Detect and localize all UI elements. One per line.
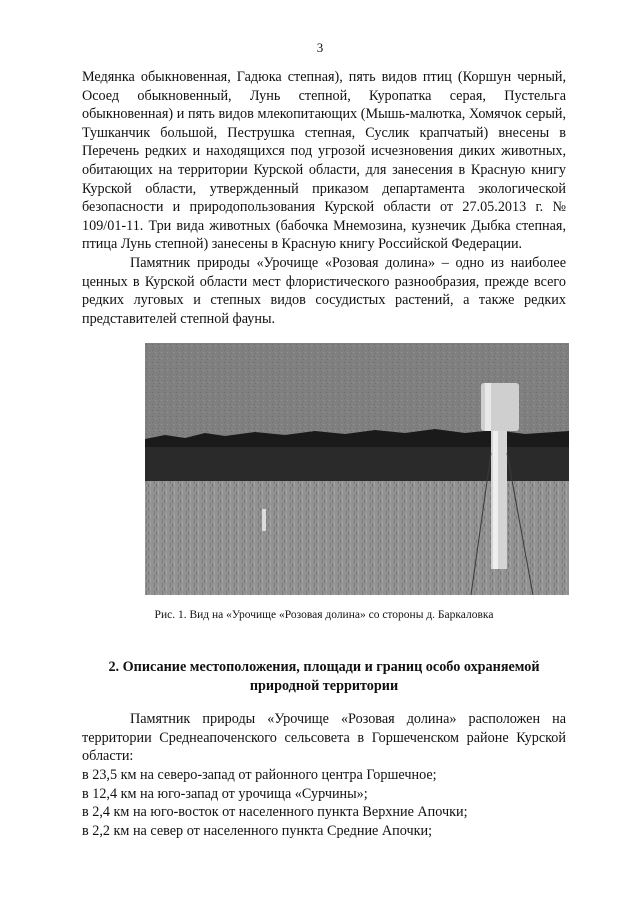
list-item: в 23,5 км на северо-запад от районного центра Горшечное; (82, 767, 437, 783)
paragraph-location-intro: Памятник природы «Урочище «Розовая долина» расположен на территории Среднеапоченского сельсовета в Горшеченском районе Курской области: (82, 711, 566, 765)
post (262, 509, 266, 531)
paragraph-monument-value: Памятник природы «Урочище «Розовая долина» – одно из наиболее ценных в Курской области мест флористического разнообразия, прежде всего редких луговых и степных видов сосудистых растений, а также редких представителей степной фауны. (82, 255, 566, 327)
section-heading: 2. Описание местоположения, площади и границ особо охраняемой природной территории (108, 659, 540, 694)
list-item: в 2,2 км на север от населенного пункта Средние Апочки; (82, 822, 433, 839)
page-number: 3 (316, 40, 324, 55)
location-list (82, 766, 566, 840)
figure-caption: Рис. 1. Вид на «Урочище «Розовая долина» со стороны д. Баркаловка (154, 609, 494, 621)
figure-photo-landscape (145, 343, 569, 595)
list-item: в 12,4 км на юго-запад от урочища «Сурчины»; (82, 785, 368, 802)
list-item: в 2,4 км на юго-восток от населенного пункта Верхние Апочки; (82, 804, 468, 821)
paragraph-fauna-list: Медянка обыкновенная, Гадюка степная), пять видов птиц (Коршун черный, Осоед обыкновенный, Лунь степной, Куропатка серая, Пустельга обыкновенная) и пять видов млекопитающих (Мышь-малютка, Хомячок серый, Тушканчик большой, Пеструшка степная, Суслик крапчатый) внесены в Перечень редких и находящихся под угрозой исчезновения диких животных, обитающих на территории Курской области, для занесения в Красную книгу Курской области, утвержденный приказом департамента экологической безопасности и природопользования Курской области от 27.05.2013 г. № 109/01-11. Три вида животных (бабочка Мнемозина, кузнечик Дыбка степная, птица Лунь степной) занесены в Красную книгу Российской Федерации. (82, 69, 566, 253)
